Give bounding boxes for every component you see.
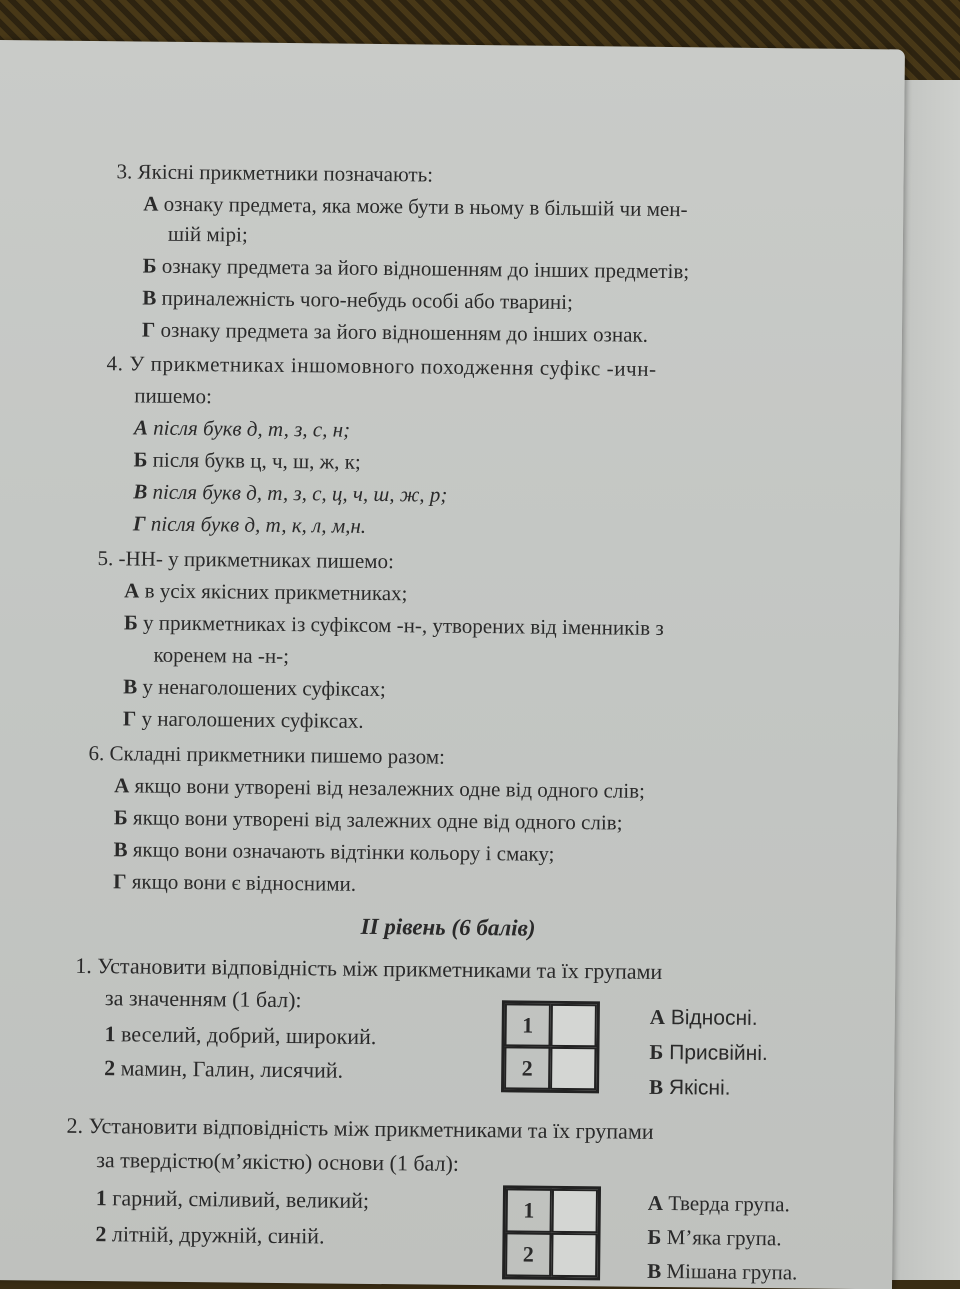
m2-title: 2. Установити відповідність між прикметниками та їх групами bbox=[66, 1112, 654, 1144]
m1-item-2: 2 мамин, Галин, лисячий. bbox=[104, 1055, 344, 1083]
page-content bbox=[0, 40, 905, 1289]
q4-title-cont: пишемо: bbox=[134, 383, 213, 409]
q6-option-g: Г якщо вони є відносними. bbox=[113, 869, 357, 896]
m2-option-b: Б М’яка група. bbox=[647, 1224, 782, 1251]
q5-option-a: А в усіх якісних прикметниках; bbox=[124, 578, 408, 606]
q6-option-b: Б якщо вони утворені від залежних одне від одного слів; bbox=[113, 805, 623, 835]
level-heading: ІІ рівень (6 балів) bbox=[360, 913, 536, 941]
m1-answer-cell-2[interactable] bbox=[550, 1047, 596, 1090]
m1-option-v: В Якісні. bbox=[648, 1074, 731, 1100]
q5-option-g: Г у наголошених суфіксах. bbox=[122, 706, 364, 733]
q4-option-g: Г після букв д, т, к, л, м,н. bbox=[132, 511, 367, 538]
m2-answer-cell-1[interactable] bbox=[552, 1189, 598, 1233]
m2-grid-label-2: 2 bbox=[505, 1232, 551, 1276]
q4-option-v: В після букв д, т, з, с, ц, ч, ш, ж, р; bbox=[133, 479, 448, 507]
m2-answer-grid bbox=[502, 1185, 601, 1280]
q5-option-b: Б у прикметниках із суфіксом -н-, утворених від іменників з bbox=[123, 610, 664, 640]
q3-title: 3. Якісні прикметники позначають: bbox=[116, 159, 434, 187]
q6-title: 6. Складні прикметники пишемо разом: bbox=[88, 740, 446, 769]
m2-title-cont: за твердістю(м’якістю) основи (1 бал): bbox=[96, 1147, 460, 1176]
m2-option-a: А Тверда група. bbox=[647, 1190, 790, 1217]
workbook-page bbox=[0, 40, 905, 1289]
q4-option-a: А після букв д, т, з, с, н; bbox=[133, 415, 351, 442]
q6-option-v: В якщо вони означають відтінки кольору і смаку; bbox=[113, 837, 555, 866]
q5-option-b-cont: коренем на -н-; bbox=[153, 642, 290, 669]
m2-grid-label-1: 1 bbox=[506, 1188, 552, 1232]
q4-option-b: Б після букв ц, ч, ш, ж, к; bbox=[133, 447, 361, 474]
m2-item-2: 2 літній, дружній, синій. bbox=[95, 1221, 325, 1249]
q5-option-v: В у ненаголошених суфіксах; bbox=[123, 674, 386, 702]
m1-title: 1. Установити відповідність між прикметниками та їх групами bbox=[75, 952, 663, 984]
q3-option-v: В приналежність чого-небудь особі або тварині; bbox=[142, 285, 574, 315]
q4-title: 4. У прикметниках іншомовного походження суфікс -ичн- bbox=[106, 351, 657, 381]
q3-option-a-cont: шій мірі; bbox=[167, 221, 248, 247]
q3-option-a: А ознаку предмета, яка може бути в ньому в більшій чи мен- bbox=[143, 191, 688, 222]
m1-option-b: Б Присвійні. bbox=[649, 1039, 768, 1066]
q5-title: 5. -НН- у прикметниках пишемо: bbox=[97, 546, 395, 574]
m2-item-1: 1 гарний, сміливий, великий; bbox=[95, 1185, 370, 1213]
m1-title-cont: за значенням (1 бал): bbox=[104, 985, 302, 1013]
m1-item-1: 1 веселий, добрий, широкий. bbox=[104, 1021, 377, 1049]
q6-option-a: А якщо вони утворені від незалежних одне від одного слів; bbox=[114, 773, 646, 803]
m2-answer-cell-2[interactable] bbox=[551, 1233, 597, 1277]
m1-answer-cell-1[interactable] bbox=[550, 1004, 596, 1047]
m1-answer-grid bbox=[501, 1000, 600, 1093]
m2-option-v: В Мішана група. bbox=[647, 1258, 798, 1285]
q3-option-g: Г ознаку предмета за його відношенням до інших ознак. bbox=[141, 317, 649, 347]
m1-grid-label-2: 2 bbox=[504, 1046, 550, 1089]
m1-option-a: А Відносні. bbox=[649, 1004, 758, 1030]
q3-option-b: Б ознаку предмета за його відношенням до інших предметів; bbox=[142, 253, 690, 284]
m1-grid-label-1: 1 bbox=[504, 1003, 550, 1046]
